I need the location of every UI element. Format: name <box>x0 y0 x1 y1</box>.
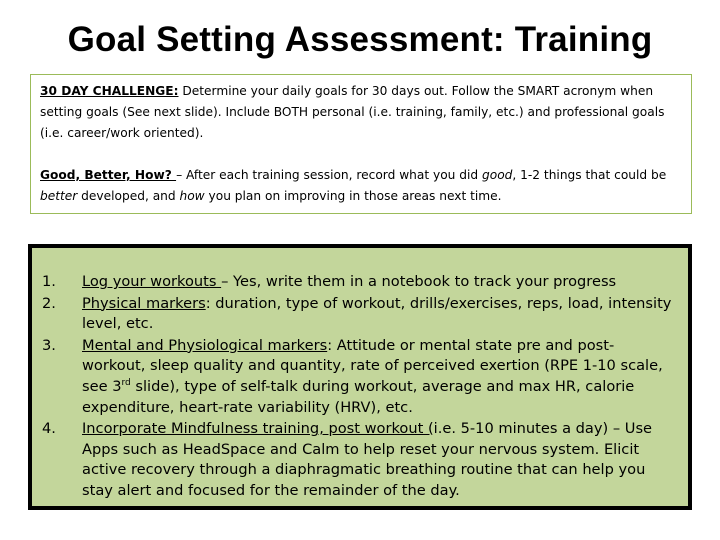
list-text <box>82 336 676 418</box>
gbh-how: how <box>179 189 205 203</box>
list-body: i.e. 5-10 minutes a day) – Use Apps such as HeadSpace and Calm to help reset your nervous system. Elicit active recovery through a diaphragmatic breathing routine that can help you stay alert and focused for the remainder of the day. <box>82 420 653 499</box>
gbh-text-3: developed, and <box>77 189 180 203</box>
training-list-box <box>28 244 692 510</box>
gbh-better: better <box>40 189 78 203</box>
list-heading: Log your workouts <box>82 273 222 290</box>
list-heading: Mental and Physiological markers <box>82 336 328 354</box>
list-body-cont: slide), type of self-talk during workout, average and max HR, calorie expenditure, heart-rate variability (HRV), etc. <box>82 377 635 416</box>
challenge-paragraph <box>40 81 682 144</box>
list-item <box>42 272 676 293</box>
list-item <box>42 419 676 501</box>
gbh-good: good <box>482 168 513 182</box>
list-text <box>82 294 676 335</box>
gbh-text-2: , 1-2 things that could be <box>512 168 667 182</box>
gbh-text-4: you plan on improving in those areas next time. <box>204 189 502 203</box>
list-heading: Physical markers <box>82 294 206 312</box>
list-body: : Attitude or mental state pre and post-workout, sleep quality and quantity, rate of perceived exertion (RPE 1-10 scale, see 3 <box>82 336 663 395</box>
list-number: 2. <box>42 294 56 312</box>
challenge-text: Determine your daily goals for 30 days out. Follow the SMART acronym when setting goals (See next slide). Include BOTH personal (i.e. training, family, etc.) and professional goals (i.e. career/work oriented). <box>40 84 665 140</box>
list-item <box>42 336 676 418</box>
list-number: 3. <box>42 336 56 354</box>
list-number: 1. <box>42 273 56 290</box>
ordinal-suffix: rd <box>121 378 131 389</box>
good-better-how-paragraph <box>40 165 682 207</box>
challenge-heading: 30 DAY CHALLENGE: <box>40 84 179 98</box>
list-body: : duration, type of workout, drills/exercises, reps, load, intensity level, etc. <box>82 294 672 333</box>
gbh-text-1: – After each training session, record what you did <box>176 168 483 182</box>
good-better-how-heading: Good, Better, How? <box>40 168 177 182</box>
list-body: – Yes, write them in a notebook to track your progress <box>221 273 617 290</box>
slide-title: Goal Setting Assessment: Training <box>67 20 653 59</box>
list-number: 4. <box>42 420 56 438</box>
list-text <box>82 272 676 293</box>
list-item <box>42 294 676 335</box>
list-heading: Incorporate Mindfulness training, post workout ( <box>82 420 434 438</box>
list-text <box>82 419 676 501</box>
challenge-box <box>30 74 692 214</box>
